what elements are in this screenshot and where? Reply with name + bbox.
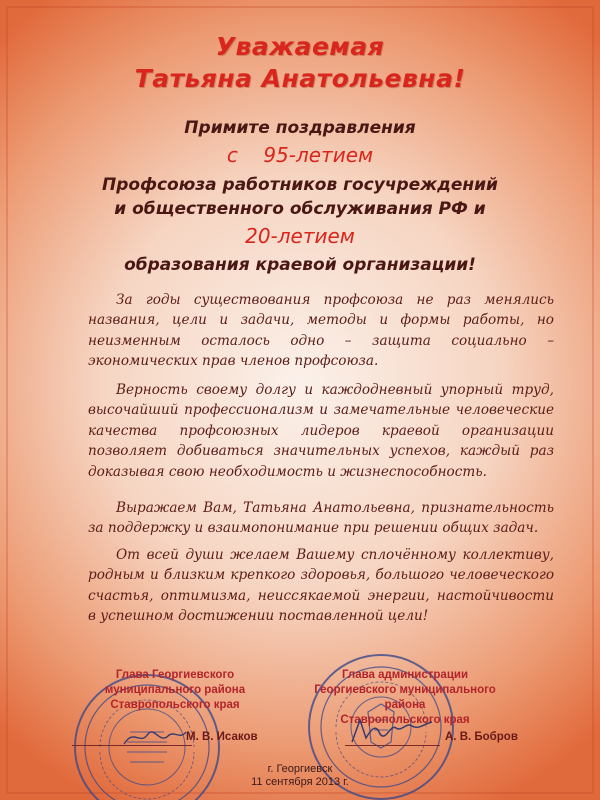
signature-left-line-1: Глава Георгиевского bbox=[115, 669, 235, 681]
body-paragraph-1: За годы существования профсоюза не раз менялись названия, цели и задачи, методы и формы работы, но неизменным осталось одно – защита социально – экономических прав членов профсоюза. bbox=[88, 292, 554, 370]
signature-right-line-3: Ставропольского края bbox=[340, 714, 470, 726]
body-paragraph-2: Верность своему долгу и каждодневный упорный труд, высочайший профессионализм и замечательные человеческие качества профсоюзных лидеров краевой организации позволяет добиваться значительных успехов, каждый раз доказывая свою необходимость и жизнеспособность. bbox=[88, 382, 554, 480]
headline-regional-org: образования краевой организации! bbox=[124, 255, 476, 275]
signature-left-line-3: Ставропольского края bbox=[110, 699, 240, 711]
footer-date: 11 сентября 2013 г. bbox=[251, 776, 349, 788]
headline-union-name-2: и общественного обслуживания РФ и bbox=[114, 199, 486, 219]
greeting-line-2: Татьяна Анатольевна! bbox=[134, 64, 466, 93]
signature-left-name: М. В. Исаков bbox=[186, 731, 258, 743]
headline-95-value: 95-летием bbox=[263, 143, 374, 167]
headline-anniversary-95 bbox=[0, 143, 600, 167]
footer-place-date bbox=[200, 763, 400, 789]
signature-right-scribble bbox=[346, 714, 436, 748]
signature-left-line-2: муниципального района bbox=[104, 684, 246, 696]
greeting-line-1: Уважаемая bbox=[215, 32, 385, 61]
headline-prefix: с bbox=[226, 143, 238, 167]
headline-anniversary-20: 20-летием bbox=[245, 224, 355, 248]
headline-union-name: Профсоюза работников госучреждений bbox=[102, 175, 498, 195]
signature-left-title bbox=[70, 668, 280, 713]
signature-left-scribble bbox=[120, 722, 190, 750]
signature-right-line-2: Георгиевского муниципального района bbox=[314, 684, 496, 711]
body-paragraph-3: Выражаем Вам, Татьяна Анатольевна, признательность за поддержку и взаимопонимание при решении общих задач. bbox=[88, 500, 554, 537]
body-paragraph-4: От всей души желаем Вашему сплочённому коллективу, родным и близким крепкого здоровья, большого человеческого счастья, оптимизма, неиссякаемой энергии, настойчивости в успешном достижении поставленной цели! bbox=[88, 547, 554, 625]
footer-city: г. Георгиевск bbox=[267, 763, 333, 775]
signature-right-line-1: Глава администрации bbox=[341, 669, 469, 681]
signature-right-name: А. В. Бобров bbox=[445, 731, 518, 743]
headline-congrats: Примите поздравления bbox=[184, 118, 416, 138]
